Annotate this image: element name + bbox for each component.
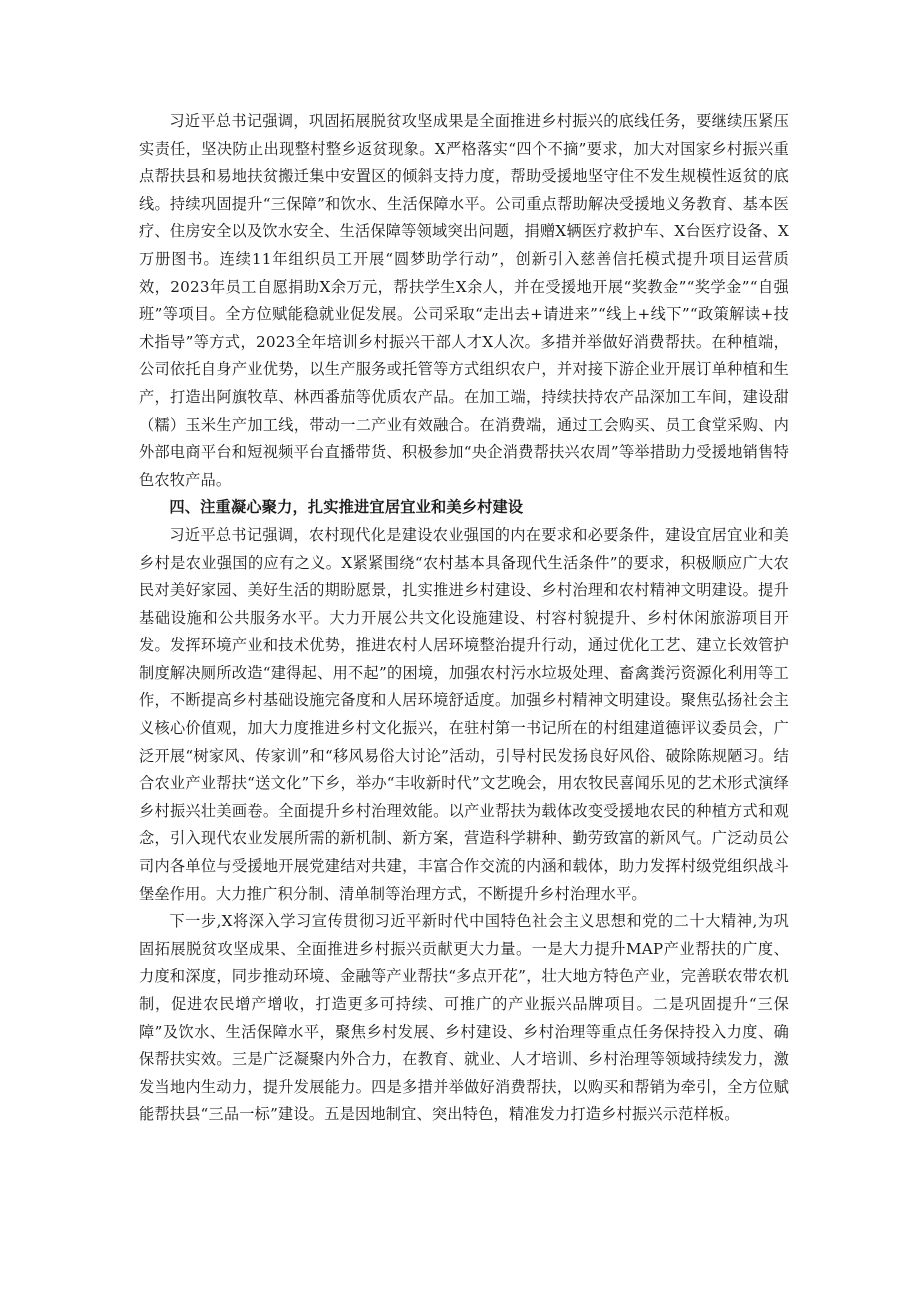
paragraph-consolidate-poverty-alleviation: 习近平总书记强调，巩固拓展脱贫攻坚成果是全面推进乡村振兴的底线任务，要继续压紧压实责任，坚决防止出现整村整乡返贫现象。X严格落实“四个不摘”要求，加大对国家乡村振兴重点帮扶县和易地扶贫搬迁集中安置区的倾斜支持力度，帮助受援地坚守住不发生规模性返贫的底线。持续巩固提升“三保障”和饮水、生活保障水平。公司重点帮助解决受援地义务教育、基本医疗、住房安全以及饮水安全、生活保障等领域突出问题，捐赠X辆医疗救护车、X台医疗设备、X万册图书。连续11年组织员工开展“圆梦助学行动”，创新引入慈善信托模式提升项目运营质效，2023年员工自愿捐助X余万元，帮扶学生X余人，并在受援地开展“奖教金”“奖学金”“自强班”等项目。全方位赋能稳就业促发展。公司采取“走出去+请进来”“线上+线下”“政策解读+技术指导”等方式，2023全年培训乡村振兴干部人才X人次。多措并举做好消费帮扶。在种植端，公司依托自身产业优势，以生产服务或托管等方式组织农户，并对接下游企业开展订单种植和生产，打造出阿旗牧草、林西番茄等优质农产品。在加工端，持续扶持农产品深加工车间，建设甜（糯）玉米生产加工线，带动一二产业有效融合。在消费端，通过工会购买、员工食堂采购、内外部电商平台和短视频平台直播带货、积极参加“央企消费帮扶兴农周”等举措助力受援地销售特色农牧产品。 [139, 112, 789, 489]
section-heading-4: 四、注重凝心聚力，扎实推进宜居宜业和美乡村建设 [169, 498, 524, 517]
paragraph-next-steps: 下一步,X将深入学习宣传贯彻习近平新时代中国特色社会主义思想和党的二十大精神,为巩固拓展脱贫攻坚成果、全面推进乡村振兴贡献更大力量。一是大力提升MAP产业帮扶的广度、力度和深度，同步推动环境、金融等产业帮扶“多点开花”，壮大地方特色产业，完善联农带农机制，促进农民增产增收，打造更多可持续、可推广的产业振兴品牌项目。二是巩固提升“三保障”及饮水、生活保障水平，聚焦乡村发展、乡村建设、乡村治理等重点任务保持投入力度、确保帮扶实效。三是广泛凝聚内外合力，在教育、就业、人才培训、乡村治理等领域持续发力，激发当地内生动力，提升发展能力。四是多措并举做好消费帮扶，以购买和帮销为牵引，全方位赋能帮扶县“三品一标”建设。五是因地制宜、突出特色，精准发力打造乡村振兴示范样板。 [139, 912, 789, 1124]
paragraph-livable-villages: 习近平总书记强调，农村现代化是建设农业强国的内在要求和必要条件，建设宜居宜业和美乡村是农业强国的应有之义。X紧紧围绕“农村基本具备现代生活条件”的要求，积极顺应广大农民对美好家园、美好生活的期盼愿景，扎实推进乡村建设、乡村治理和农村精神文明建设。提升基础设施和公共服务水平。大力开展公共文化设施建设、村容村貌提升、乡村休闲旅游项目开发。发挥环境产业和技术优势，推进农村人居环境整治提升行动，通过优化工艺、建立长效管护制度解决厕所改造“建得起、用不起”的困境，加强农村污水垃圾处理、畜禽粪污资源化利用等工作，不断提高乡村基础设施完备度和人居环境舒适度。加强乡村精神文明建设。聚焦弘扬社会主义核心价值观，加大力度推进乡村文化振兴，在驻村第一书记所在的村组建道德评议委员会，广泛开展“树家风、传家训”和“移风易俗大讨论”活动，引导村民发扬良好风俗、破除陈规陋习。结合农业产业帮扶“送文化”下乡，举办“丰收新时代”文艺晚会，用农牧民喜闻乐见的艺术形式演绎乡村振兴壮美画卷。全面提升乡村治理效能。以产业帮扶为载体改变受援地农民的种植方式和观念，引入现代农业发展所需的新机制、新方案，营造科学耕种、勤劳致富的新风气。广泛动员公司内各单位与受援地开展党建结对共建，丰富合作交流的内涵和载体，助力发挥村级党组织战斗堡垒作用。大力推广积分制、清单制等治理方式，不断提升乡村治理水平。 [139, 525, 789, 903]
document-page [139, 108, 789, 1129]
